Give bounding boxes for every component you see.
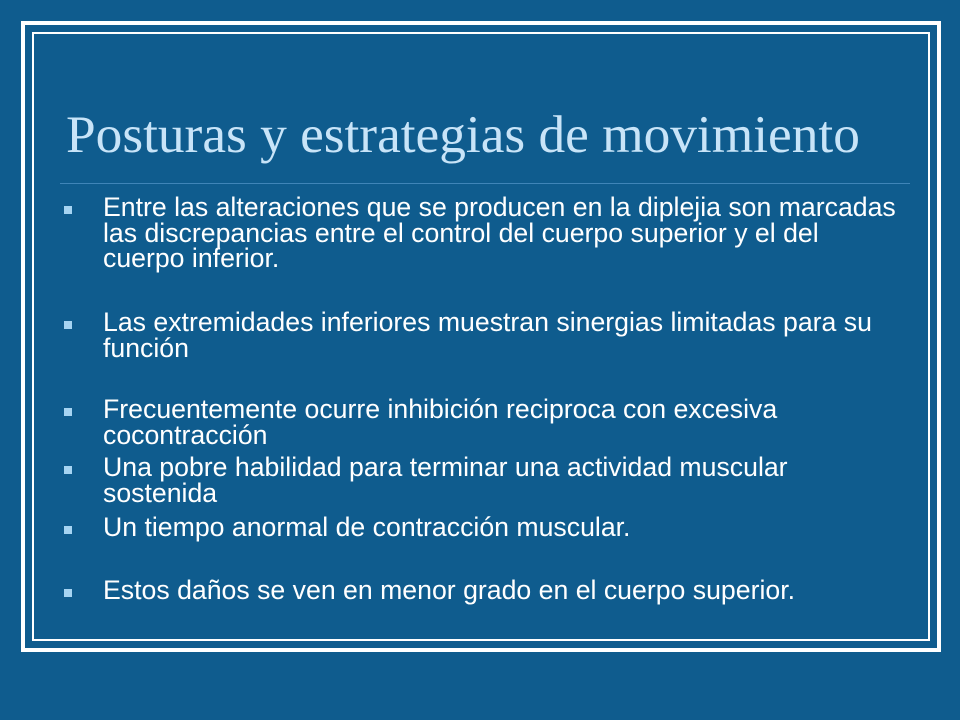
bullet-text: Las extremidades inferiores muestran sinergias limitadas para su función <box>103 307 872 363</box>
square-bullet-icon <box>64 466 72 474</box>
bullet-text: Entre las alteraciones que se producen en la diplejia son marcadas las discrepancias entre el control del cuerpo superior y el del cuerpo inferior. <box>103 192 896 273</box>
square-bullet-icon <box>64 589 72 597</box>
square-bullet-icon <box>64 206 72 214</box>
slide-title: Posturas y estrategias de movimiento <box>66 104 860 164</box>
bullet-text: Frecuentemente ocurre inhibición reciproca con excesiva cocontracción <box>103 394 778 450</box>
square-bullet-icon <box>64 408 72 416</box>
square-bullet-icon <box>64 321 72 329</box>
square-bullet-icon <box>64 526 72 534</box>
bullet-text: Una pobre habilidad para terminar una actividad muscular sostenida <box>103 452 788 508</box>
title-divider <box>60 183 910 184</box>
bullet-text: Estos daños se ven en menor grado en el cuerpo superior. <box>103 575 796 605</box>
bullet-text: Un tiempo anormal de contracción muscular. <box>103 512 631 542</box>
